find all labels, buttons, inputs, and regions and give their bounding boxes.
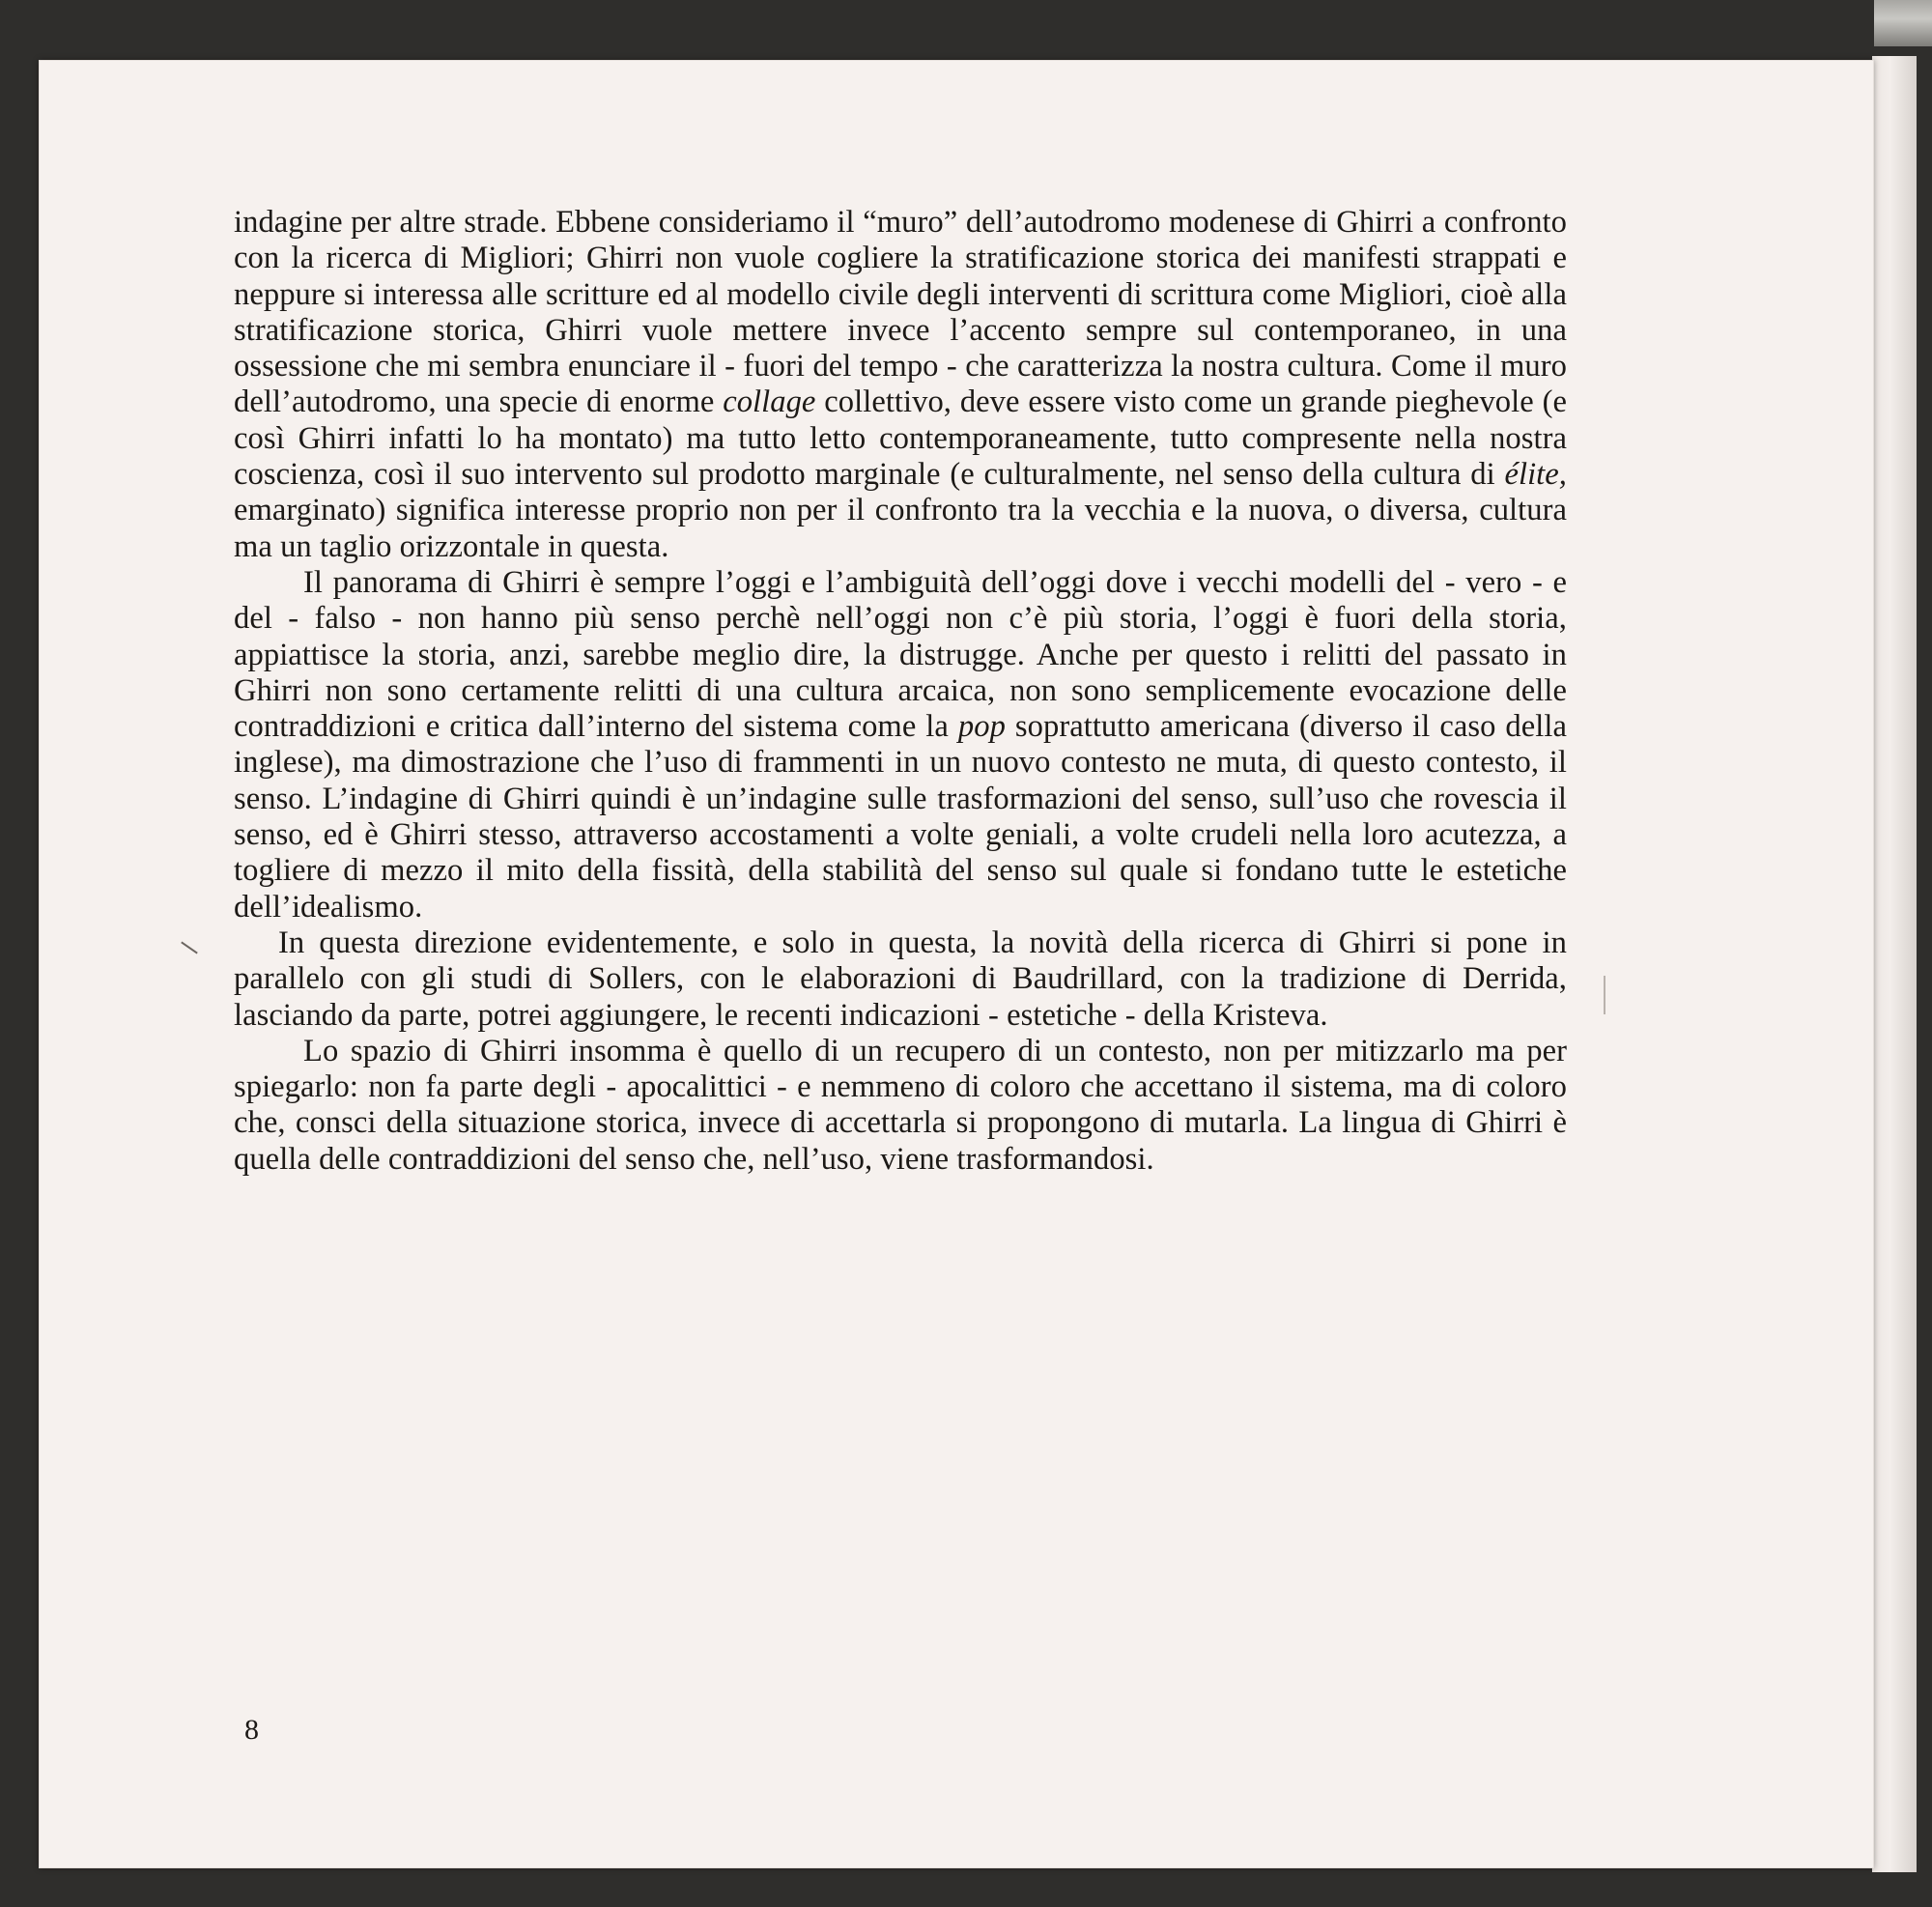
show-through-text [234, 1227, 1567, 1681]
italic-text-segment: élite, [1504, 457, 1567, 493]
body-text [234, 205, 1567, 1178]
text-segment: Il panorama di Ghirri è sempre l’oggi e l’ambiguità dell’oggi dove i vecchi modelli del - vero - e del - falso - non hanno più senso perchè nell’oggi non c’è più storia, l’oggi è fuori della storia, appiattisce la storia, anzi, sarebbe meglio dire, la distrugge. Anche per questo i relitti del passato in Ghirri non sono certamente relitti di una cultura arcaica, non sono semplicemente evocazione delle contraddizioni e critica dall’interno del sistema come la [234, 564, 1567, 745]
paragraph-1 [234, 205, 1567, 565]
book-spine-strip [1874, 0, 1932, 46]
text-segment: In questa direzione evidentemente, e solo in questa, la novità della ricerca di Ghirri si pone in parallelo con gli studi di Sollers, con le elaborazioni di Baudrillard, con la tradizione di Derrida, lasciando da parte, potrei aggiungere, le recenti indicazioni - estetiche - della Kristeva. [234, 925, 1567, 1033]
text-segment: indagine per altre strade. Ebbene consideriamo il “muro” dell’autodromo modenese di Ghirri a confronto con la ricerca di Migliori; Ghirri non vuole cogliere la stratificazione storica dei manifesti strappati e neppure si interessa alle scritture ed al modello civile degli interventi di scrittura come Migliori, cioè alla stratificazione storica, Ghirri vuole mettere invece l’accento sempre sul contemporaneo, in una ossessione che mi sembra enunciare il - fuori del tempo - che caratterizza la nostra cultura. Come il muro dell’autodromo, una specie di enorme [234, 205, 1567, 420]
text-segment: collettivo, deve essere visto come un grande pieghevole (e così Ghirri infatti lo ha montato) ma tutto letto contemporaneamente, tutto compresente nella nostra coscienza, così il suo intervento sul prodotto marginale (e culturalmente, nel senso della cultura di [234, 384, 1567, 493]
text-segment: Lo spazio di Ghirri insomma è quello di un recupero di un contesto, non per mitizzarlo ma per spiegarlo: non fa parte degli - apocalittici - e nemmeno di coloro che accettano il sistema, ma di coloro che, consci della situazione storica, invece di accettarla si propongono di mutarla. La lingua di Ghirri è quella delle contraddizioni del senso che, nell’uso, viene trasformandosi. [234, 1033, 1567, 1177]
page-edge [1872, 56, 1917, 1872]
italic-text-segment: collage [723, 384, 816, 420]
paragraph-4 [234, 1034, 1567, 1178]
italic-text-segment: pop [957, 709, 1006, 745]
scan-mark [1604, 976, 1605, 1014]
page-number: 8 [244, 1714, 259, 1746]
text-segment: soprattutto americana (diverso il caso della inglese), ma dimostrazione che l’uso di frammenti in un nuovo contesto ne muta, di questo contesto, il senso. L’indagine di Ghirri quindi è un’indagine sulle trasformazioni del senso, sull’uso che rovescia il senso, ed è Ghirri stesso, attraverso accostamenti a volte geniali, a volte crudeli nella loro acutezza, a togliere di mezzo il mito della fissità, della stabilità del senso sul quale si fondano tutte le estetiche dell’idealismo. [234, 709, 1567, 925]
text-segment: emarginato) significa interesse proprio non per il confronto tra la vecchia e la nuova, o diversa, cultura ma un taglio orizzontale in questa. [234, 493, 1567, 564]
paragraph-2 [234, 565, 1567, 925]
paragraph-3 [234, 925, 1567, 1034]
